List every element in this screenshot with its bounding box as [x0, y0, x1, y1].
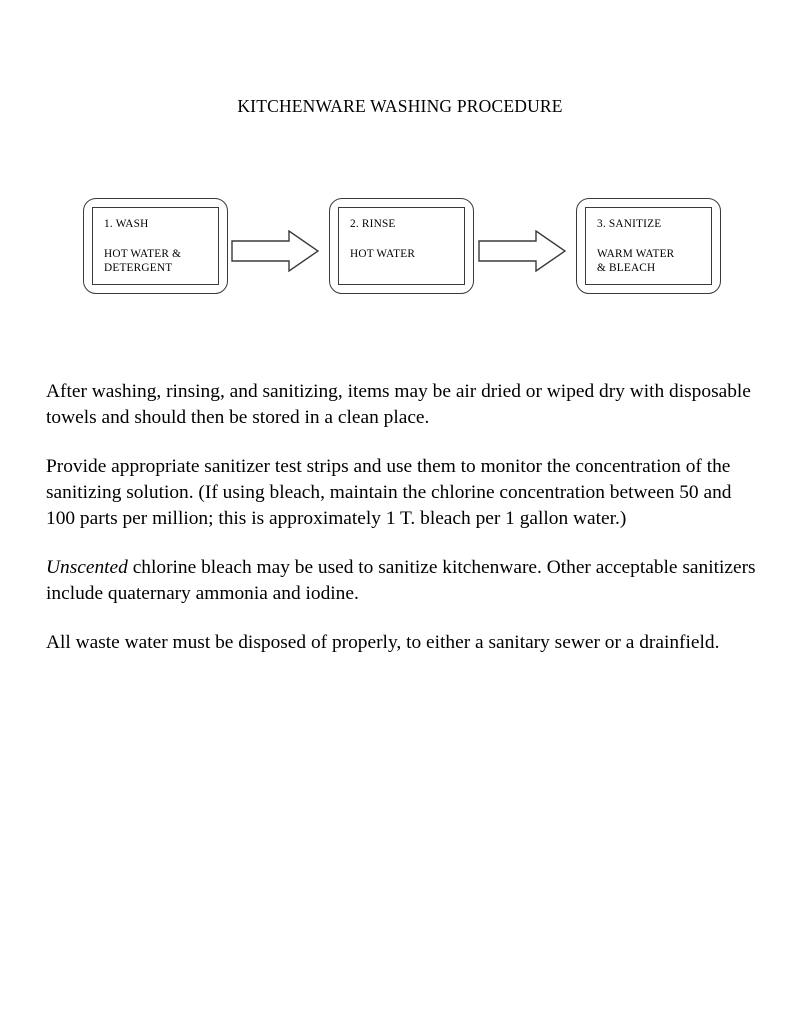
arrow-right-icon-rinse-to-sanitize	[478, 230, 566, 272]
paragraph-acceptable-sanitizers-text: chlorine bleach may be used to sanitize kitchenware. Other acceptable sanitizers include quaternary ammonia and iodine.	[46, 557, 756, 604]
flowchart-step-rinse-inner-box	[338, 207, 465, 285]
paragraph-acceptable-sanitizers	[46, 555, 764, 607]
flowchart-step-wash-description	[104, 247, 218, 275]
flowchart-step-sanitize-description	[597, 247, 711, 275]
flowchart-step-wash	[83, 198, 228, 294]
flowchart-step-sanitize-label: 3. SANITIZE	[597, 218, 662, 230]
flowchart-step-sanitize	[576, 198, 721, 294]
page-title: KITCHENWARE WASHING PROCEDURE	[237, 96, 563, 116]
arrow-right-icon-wash-to-rinse	[231, 230, 319, 272]
flowchart-step-rinse-description	[350, 247, 464, 261]
flowchart-step-wash-label: 1. WASH	[104, 218, 149, 230]
flowchart-step-sanitize-inner-box	[585, 207, 712, 285]
flowchart-step-rinse-description-line-1: HOT WATER	[350, 248, 416, 260]
flowchart-step-sanitize-description-line-2: & BLEACH	[597, 262, 656, 274]
paragraph-drying-and-storage: After washing, rinsing, and sanitizing, items may be air dried or wiped dry with disposable towels and should then be stored in a clean place.	[46, 381, 751, 428]
paragraph-waste-water-disposal: All waste water must be disposed of properly, to either a sanitary sewer or a drainfield.	[46, 632, 720, 653]
emphasis-unscented: Unscented	[46, 557, 128, 578]
flowchart-step-sanitize-description-line-1: WARM WATER	[597, 248, 675, 260]
flowchart-step-wash-description-line-2: DETERGENT	[104, 262, 173, 274]
washing-procedure-flowchart	[0, 198, 800, 298]
document-body	[46, 379, 764, 656]
flowchart-step-wash-description-line-1: HOT WATER &	[104, 248, 182, 260]
paragraph-test-strips-and-concentration: Provide appropriate sanitizer test strips and use them to monitor the concentration of the sanitizing solution. (If using bleach, maintain the chlorine concentration between 50 and 100 parts per million; this is approximately 1 T. bleach per 1 gallon water.)	[46, 456, 732, 529]
flowchart-step-rinse-label: 2. RINSE	[350, 218, 396, 230]
flowchart-step-rinse	[329, 198, 474, 294]
flowchart-step-wash-inner-box	[92, 207, 219, 285]
